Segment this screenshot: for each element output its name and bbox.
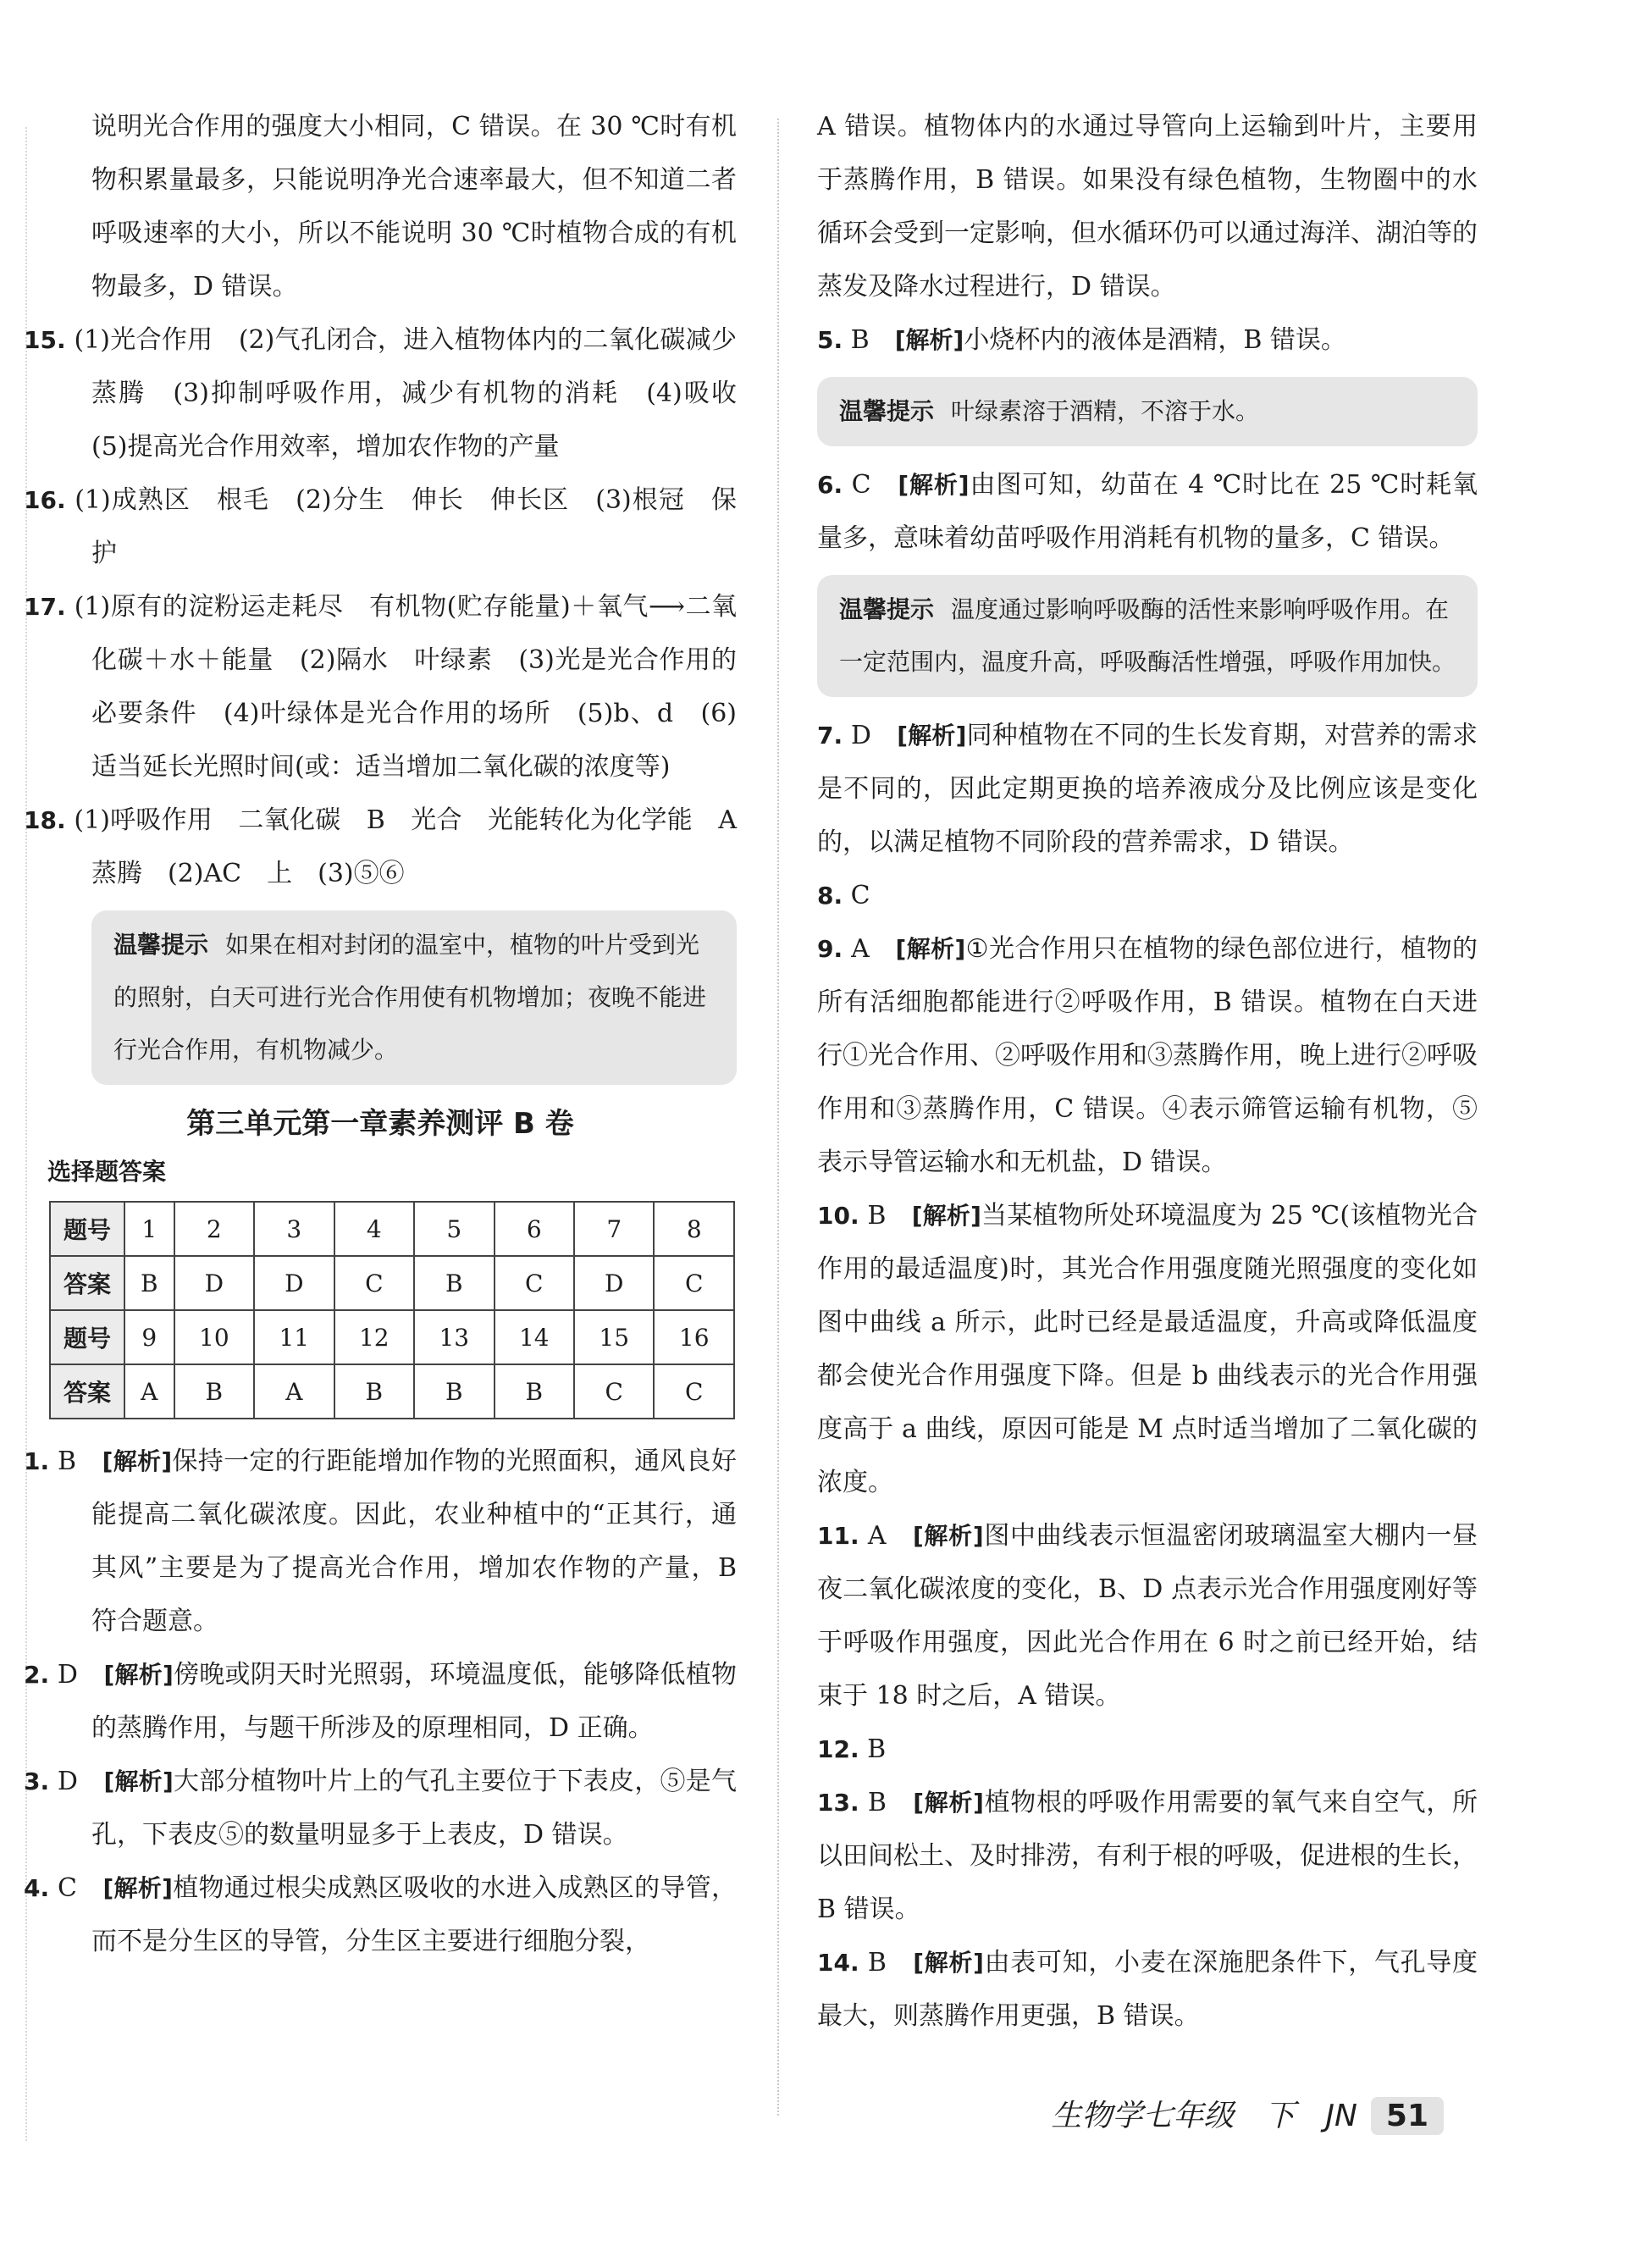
explanation-item-7: 7. D [解析]同种植物在不同的生长发育期，对营养的需求是不同的，因此定期更换的培养液成分及比例应该是变化的，以满足植物不同阶段的营养需求，D 错误。	[817, 721, 1478, 857]
table-cell: 2	[174, 1202, 254, 1256]
row-header: 题号	[50, 1310, 124, 1364]
explanation-item-3: 3. D [解析]大部分植物叶片上的气孔主要位于下表皮，⑤是气孔，下表皮⑤的数量明显多于上表皮，D 错误。	[24, 1767, 737, 1850]
explanation-item-11: 11. A [解析]图中曲线表示恒温密闭玻璃温室大棚内一昼夜二氧化碳浓度的变化，B、D 点表示光合作用强度刚好等于呼吸作用强度，因此光合作用在 6 时之前已经开始，结束于 18 时之后，A 错误。	[817, 1521, 1478, 1711]
table-cell: C	[495, 1256, 574, 1310]
tip-label: 温馨提示	[839, 595, 935, 623]
table-cell: 14	[495, 1310, 574, 1364]
table-cell: 13	[414, 1310, 494, 1364]
explanation-item-8: 8. C	[817, 881, 870, 910]
explanation-item-13: 13. B [解析]植物根的呼吸作用需要的氧气来自空气，所以田间松土、及时排涝，有利于根的呼吸，促进根的生长，B 错误。	[817, 1788, 1478, 1924]
answer-item-16: 16. (1)成熟区 根毛 (2)分生 伸长 伸长区 (3)根冠 保护	[24, 485, 737, 568]
continuation-text: A 错误。植物体内的水通过导管向上运输到叶片，主要用于蒸腾作用，B 错误。如果没有绿色植物，生物圈中的水循环会受到一定影响，但水循环仍可以通过海洋、湖泊等的蒸发及降水过程进行，D 错误。	[817, 112, 1478, 301]
tip-box	[817, 377, 1478, 446]
answer-item-18: 18. (1)呼吸作用 二氧化碳 B 光合 光能转化为化学能 A 蒸腾 (2)AC 上 (3)⑤⑥	[24, 805, 762, 888]
explanation-item-5: 5. B [解析]小烧杯内的液体是酒精，B 错误。	[817, 325, 1346, 355]
column-divider	[777, 119, 779, 2116]
explanation-item-4: 4. C [解析]植物通过根尖成熟区吸收的水进入成熟区的导管，而不是分生区的导管，分生区主要进行细胞分裂，	[24, 1873, 738, 1956]
table-cell: B	[334, 1364, 414, 1419]
table-cell: 1	[124, 1202, 174, 1256]
table-cell: 6	[495, 1202, 574, 1256]
section-title: 第三单元第一章素养测评 B 卷	[186, 1107, 574, 1141]
explanation-item-12: 12. B	[817, 1734, 887, 1764]
table-cell: C	[654, 1256, 734, 1310]
table-cell: A	[124, 1364, 174, 1419]
answer-table	[49, 1201, 735, 1419]
tip-box	[817, 575, 1478, 697]
table-row-questions-2	[50, 1310, 734, 1364]
table-cell: D	[174, 1256, 254, 1310]
table-cell: B	[174, 1364, 254, 1419]
table-cell: 16	[654, 1310, 734, 1364]
page-number: 51	[1371, 2097, 1444, 2135]
table-row-answers-2	[50, 1364, 734, 1419]
table-cell: B	[414, 1256, 494, 1310]
table-cell: 3	[254, 1202, 334, 1256]
table-cell: 8	[654, 1202, 734, 1256]
table-cell: 9	[124, 1310, 174, 1364]
tip-label: 温馨提示	[113, 931, 209, 959]
row-header: 答案	[50, 1364, 124, 1419]
answer-item-17: 17. (1)原有的淀粉运走耗尽 有机物(贮存能量)＋氧气⟶二氧化碳＋水＋能量 (2)隔水 叶绿素 (3)光是光合作用的必要条件 (4)叶绿体是光合作用的场所 (5)b、d (6)适当延长光照时间(或：适当增加二氧化碳的浓度等)	[24, 592, 737, 782]
table-cell: B	[414, 1364, 494, 1419]
table-cell: C	[574, 1364, 654, 1419]
table-cell: 4	[334, 1202, 414, 1256]
continuation-text: 说明光合作用的强度大小相同，C 错误。在 30 ℃时有机物积累量最多，只能说明净光合速率最大，但不知道二者呼吸速率的大小，所以不能说明 30 ℃时植物合成的有机物最多，D 错误。	[91, 112, 737, 301]
table-row-answers-1	[50, 1256, 734, 1310]
table-cell: B	[495, 1364, 574, 1419]
footer-subject: 生物学七年级 下 JN	[1051, 2099, 1357, 2133]
explanation-item-10: 10. B [解析]当某植物所处环境温度为 25 ℃(该植物光合作用的最适温度)时，其光合作用强度随光照强度的变化如图中曲线 a 所示，此时已经是最适温度，升高或降低温度都会使光合作用强度下降。但是 b 曲线表示的光合作用强度高于 a 曲线，原因可能是 M 点时适当增加了二氧化碳的浓度。	[817, 1201, 1478, 1497]
explanation-item-9: 9. A [解析]①光合作用只在植物的绿色部位进行，植物的所有活细胞都能进行②呼吸作用，B 错误。植物在白天进行①光合作用、②呼吸作用和③蒸腾作用，晚上进行②呼吸作用和③蒸腾作用，C 错误。④表示筛管运输有机物，⑤表示导管运输水和无机盐，D 错误。	[817, 934, 1478, 1177]
table-cell: 11	[254, 1310, 334, 1364]
tip-label: 温馨提示	[839, 397, 935, 425]
table-cell: 15	[574, 1310, 654, 1364]
tip-box	[91, 910, 737, 1085]
table-row-questions-1	[50, 1202, 734, 1256]
tip-text: 叶绿素溶于酒精，不溶于水。	[951, 397, 1260, 425]
table-cell: C	[334, 1256, 414, 1310]
table-cell: A	[254, 1364, 334, 1419]
table-cell: 5	[414, 1202, 494, 1256]
page-footer	[1051, 2092, 1444, 2135]
left-column	[24, 100, 762, 1968]
table-cell: C	[654, 1364, 734, 1419]
row-header: 答案	[50, 1256, 124, 1310]
right-column	[817, 100, 1478, 2043]
tip-text: 温度通过影响呼吸酶的活性来影响呼吸作用。在一定范围内，温度升高，呼吸酶活性增强，呼吸作用加快。	[839, 595, 1456, 676]
table-cell: 7	[574, 1202, 654, 1256]
table-cell: 12	[334, 1310, 414, 1364]
table-cell: D	[574, 1256, 654, 1310]
row-header: 题号	[50, 1202, 124, 1256]
answers-label: 选择题答案	[47, 1158, 167, 1186]
table-cell: D	[254, 1256, 334, 1310]
explanation-item-1: 1. B [解析]保持一定的行距能增加作物的光照面积，通风良好能提高二氧化碳浓度。因此，农业种植中的“正其行，通其风”主要是为了提高光合作用，增加农作物的产量，B 符合题意。	[24, 1447, 738, 1636]
explanation-item-2: 2. D [解析]傍晚或阴天时光照弱，环境温度低，能够降低植物的蒸腾作用，与题干所涉及的原理相同，D 正确。	[24, 1660, 737, 1743]
tip-text: 如果在相对封闭的温室中，植物的叶片受到光的照射，白天可进行光合作用使有机物增加；夜晚不能进行光合作用，有机物减少。	[113, 931, 707, 1064]
answer-item-15: 15. (1)光合作用 (2)气孔闭合，进入植物体内的二氧化碳减少 蒸腾 (3)抑制呼吸作用，减少有机物的消耗 (4)吸收 (5)提高光合作用效率，增加农作物的产量	[24, 325, 762, 462]
explanation-item-6: 6. C [解析]由图可知，幼苗在 4 ℃时比在 25 ℃时耗氧量多，意味着幼苗呼吸作用消耗有机物的量多，C 错误。	[817, 470, 1478, 553]
explanation-item-14: 14. B [解析]由表可知，小麦在深施肥条件下，气孔导度最大，则蒸腾作用更强，B 错误。	[817, 1948, 1478, 2031]
table-cell: 10	[174, 1310, 254, 1364]
table-cell: B	[124, 1256, 174, 1310]
